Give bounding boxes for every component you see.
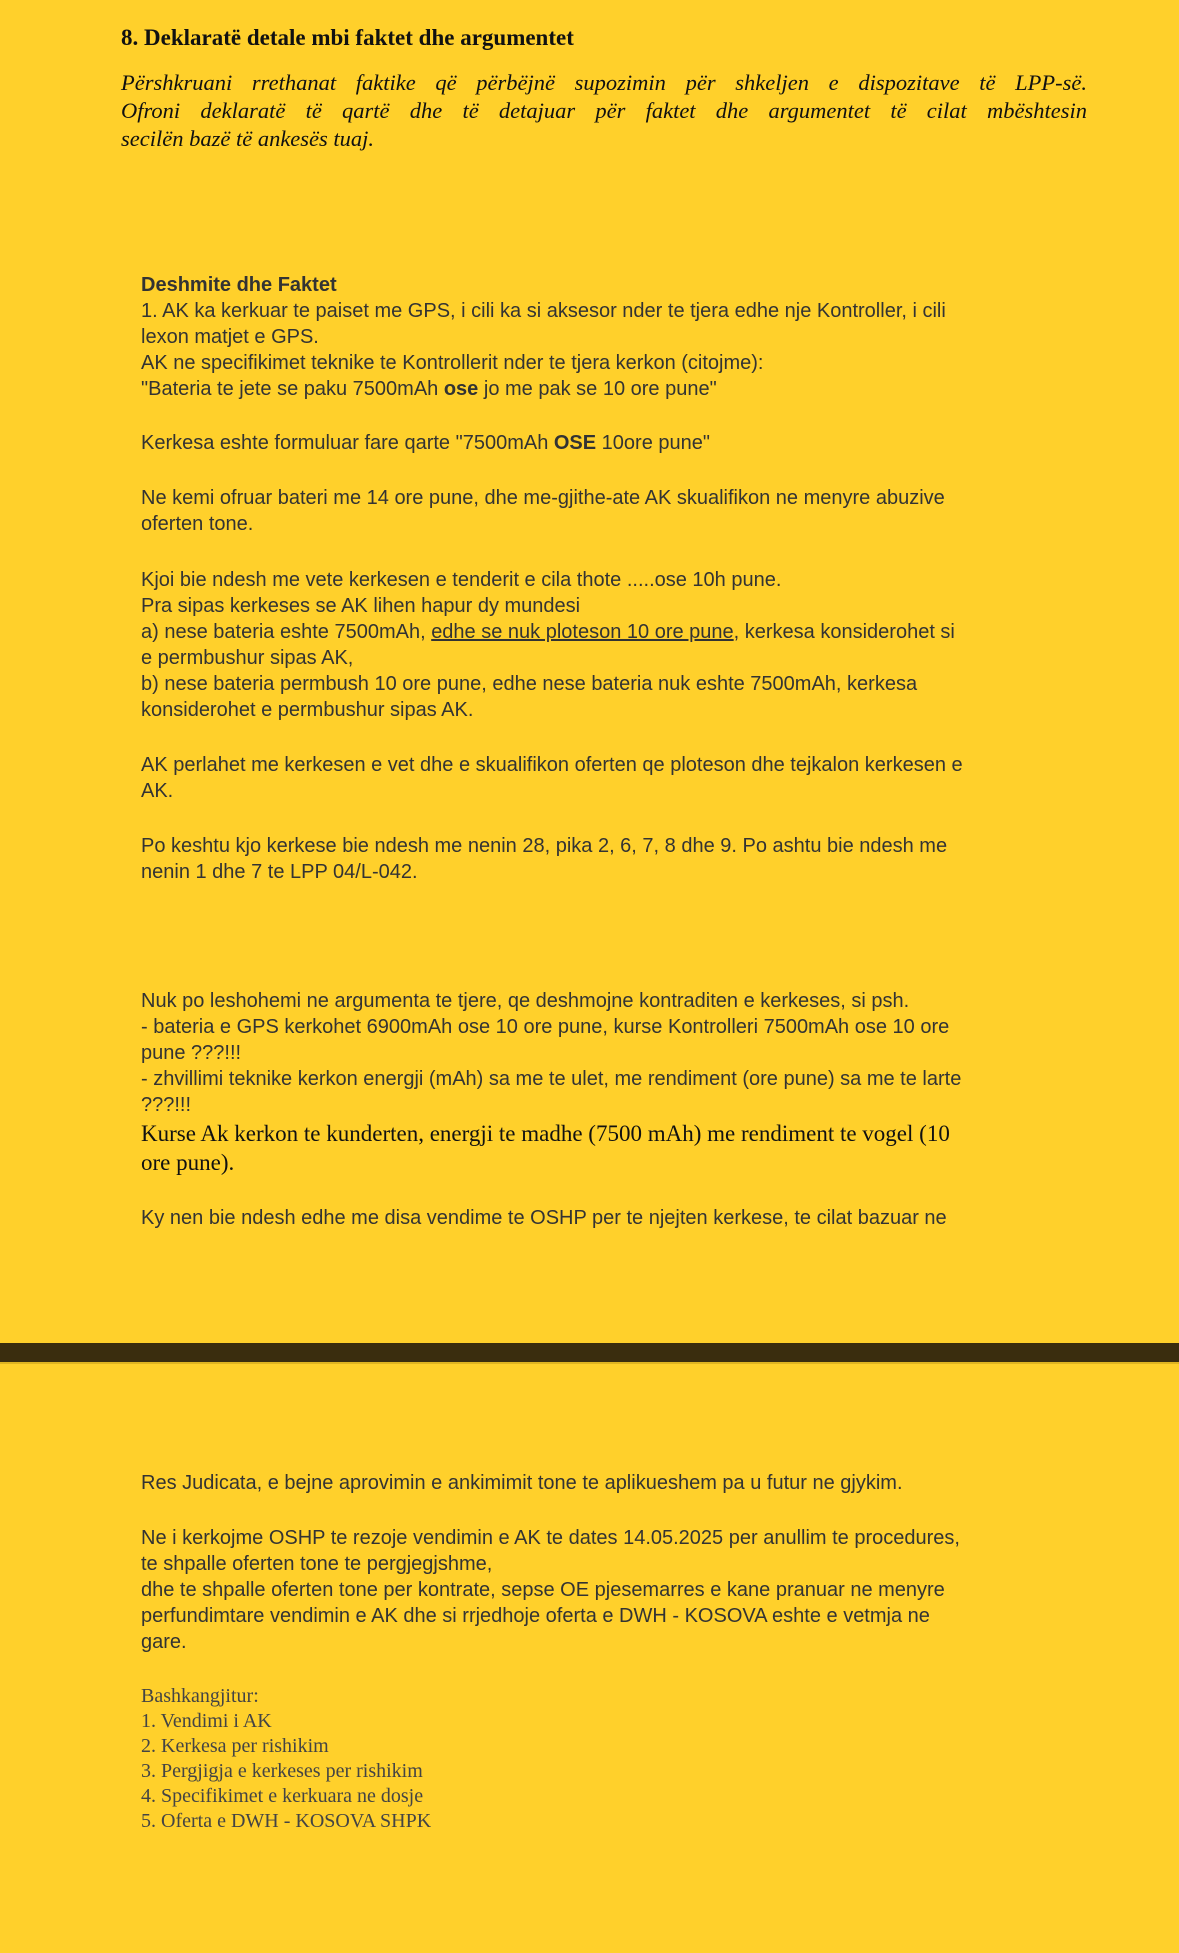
facts-paragraph-6: Po keshtu kjo kerkese bie ndesh me nenin 28, pika 2, 6, 7, 8 dhe 9. Po ashtu bie ndesh me nenin 1 dhe 7 te LPP 04/L-042.: [141, 835, 948, 883]
section-title: 8. Deklaratë detale mbi faktet dhe argumentet: [121, 25, 574, 50]
attachment-item: 5. Oferta e DWH - KOSOVA SHPK: [141, 1810, 432, 1832]
continuation-paragraph-2: Ne i kerkojme OSHP te rezoje vendimin e AK te dates 14.05.2025 per anullim te procedures, te shpalle oferten tone te pergjegjshme, dhe te shpalle oferten tone per kontrate, sepse OE pjesemarres e kane pranuar ne menyre perfundimtare vendimin e AK dhe si rrjedhoje oferta e DWH - KOSOVA eshte e vetmja ne gare.: [141, 1527, 960, 1653]
facts-paragraph-7: Nuk po leshohemi ne argumenta te tjere, qe deshmojne kontraditen e kerkeses, si psh. - bateria e GPS kerkohet 6900mAh ose 10 ore pune, kurse Kontrolleri 7500mAh ose 10 ore pune ???!!! - zhvillimi teknike kerkon energji (mAh) sa me te ulet, me rendiment (ore pune) sa me te larte ???!!!: [141, 990, 962, 1116]
facts-heading: Deshmite dhe Faktet: [141, 274, 337, 296]
attachment-item: 2. Kerkesa per rishikim: [141, 1735, 329, 1757]
continuation-paragraph-1: Res Judicata, e bejne aprovimin e ankimimit tone te aplikueshem pa u futur ne gjykim.: [141, 1472, 903, 1494]
attachments-heading: Bashkangjitur:: [141, 1685, 259, 1707]
page-break-divider: [0, 1343, 1179, 1362]
facts-paragraph-8: Kurse Ak kerkon te kunderten, energji te madhe (7500 mAh) me rendiment te vogel (10 ore pune).: [141, 1121, 950, 1175]
attachments-list: [141, 1684, 1151, 1834]
instruction-line: secilën bazë të ankesës tuaj.: [121, 126, 375, 151]
document-page-lower: [0, 1364, 1179, 1953]
section-instructions: [121, 69, 1087, 153]
facts-paragraph-3: Ne kemi ofruar bateri me 14 ore pune, dhe me-gjithe-ate AK skualifikon ne menyre abuzive oferten tone.: [141, 487, 945, 535]
facts-paragraph-4: Kjoi bie ndesh me vete kerkesen e tenderit e cila thote .....ose 10h pune. Pra sipas kerkeses se AK lihen hapur dy mundesi a) nese bateria eshte 7500mAh, edhe se nuk ploteson 10 ore pune, kerkesa konsiderohet si e permbushur sipas AK, b) nese bateria permbush 10 ore pune, edhe nese bateria nuk eshte 7500mAh, kerkesa konsiderohet e permbushur sipas AK.: [141, 569, 955, 721]
attachment-item: 1. Vendimi i AK: [141, 1710, 272, 1732]
facts-paragraph-9: Ky nen bie ndesh edhe me disa vendime te OSHP per te njejten kerkese, te cilat bazuar ne: [141, 1207, 947, 1229]
facts-paragraph-1: 1. AK ka kerkuar te paiset me GPS, i cili ka si aksesor nder te tjera edhe nje Kontroller, i cili lexon matjet e GPS. AK ne specifikimet teknike te Kontrollerit nder te tjera kerkon (citojme): "Bateria te jete se paku 7500mAh ose jo me pak se 10 ore pune": [141, 300, 946, 400]
facts-paragraph-5: AK perlahet me kerkesen e vet dhe e skualifikon oferten qe ploteson dhe tejkalon kerkesen e AK.: [141, 754, 963, 802]
instruction-line: Përshkruani rrethanat faktike që përbëjnë supozimin për shkeljen e dispozitave të LPP-së.: [121, 70, 1087, 95]
instruction-line: Ofroni deklaratë të qartë dhe të detajuar për faktet dhe argumentet të cilat mbështesin: [121, 98, 1087, 123]
facts-paragraph-2: Kerkesa eshte formuluar fare qarte "7500mAh OSE 10ore pune": [141, 432, 710, 454]
attachment-item: 4. Specifikimet e kerkuara ne dosje: [141, 1785, 424, 1807]
attachment-item: 3. Pergjigja e kerkeses per rishikim: [141, 1760, 423, 1782]
